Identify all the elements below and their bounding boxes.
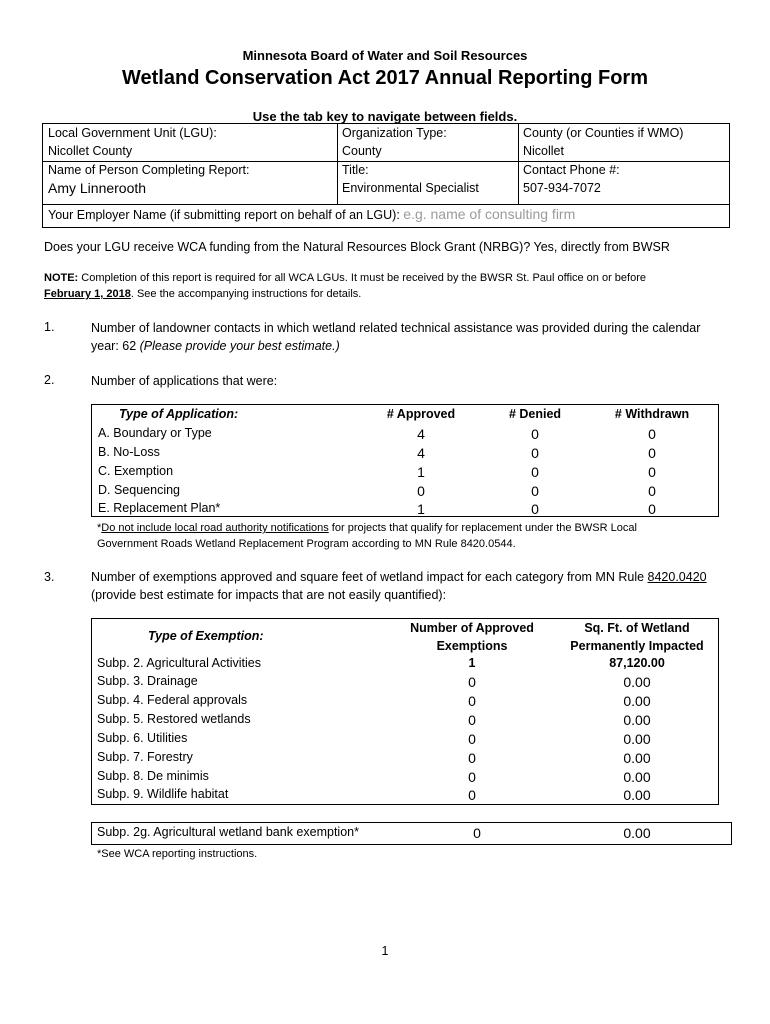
sqft-field[interactable]: 0.00: [623, 787, 651, 803]
title-label: Title:: [342, 163, 369, 177]
phone-field[interactable]: 507-934-7072: [523, 181, 601, 195]
withdrawn-field[interactable]: 0: [648, 501, 656, 517]
header-approved: # Approved: [386, 407, 456, 421]
application-type: A. Boundary or Type: [98, 426, 212, 440]
exemption-count-field[interactable]: 0: [468, 787, 476, 803]
lgu-label: Local Government Unit (LGU):: [48, 126, 217, 140]
approved-field[interactable]: 1: [417, 464, 425, 480]
sqft-field[interactable]: 0.00: [623, 712, 651, 728]
table-row: [92, 674, 718, 693]
table-row: [92, 769, 718, 788]
sqft-field[interactable]: 0.00: [623, 750, 651, 766]
header-exemption-type: Type of Exemption:: [148, 629, 264, 643]
denied-field[interactable]: 0: [531, 445, 539, 461]
bank-exemption-count-field[interactable]: 0: [473, 825, 481, 841]
approved-field[interactable]: 0: [417, 483, 425, 499]
road-authority-link[interactable]: Do not include local road authority notifications: [101, 522, 329, 534]
footnote-text-2: Government Roads Wetland Replacement Program according to MN Rule 8420.0544.: [97, 538, 516, 550]
sqft-field[interactable]: 0.00: [623, 693, 651, 709]
footnote-star: *: [97, 522, 102, 534]
question-2-text: Number of applications that were:: [91, 374, 278, 388]
lgu-field[interactable]: Nicollet County: [48, 144, 133, 158]
county-field[interactable]: Nicollet: [523, 144, 564, 158]
note-text: Completion of this report is required for all WCA LGUs. It must be received by the BWSR St. Paul office on or before: [78, 272, 647, 284]
person-name-field[interactable]: Amy Linnerooth: [48, 180, 147, 196]
exemption-count-field[interactable]: 0: [468, 731, 476, 747]
header-sqft-1: Sq. Ft. of Wetland: [584, 621, 690, 635]
tab-navigation-note: Use the tab key to navigate between fields.: [252, 109, 518, 124]
exemption-type: Subp. 2. Agricultural Activities: [97, 656, 261, 670]
withdrawn-field[interactable]: 0: [648, 426, 656, 442]
applications-footnote: [97, 520, 737, 552]
table-row: [92, 712, 718, 731]
exemption-type: Subp. 8. De minimis: [97, 769, 209, 783]
lgu-info-table: [42, 123, 730, 228]
question-1-text: Number of landowner contacts in which wetland related technical assistance was provided during the calendar: [91, 321, 701, 335]
table-row: [92, 787, 718, 806]
sqft-field[interactable]: 87,120.00: [609, 656, 665, 670]
applications-header-row: [92, 407, 718, 426]
table-row: [92, 445, 718, 464]
sqft-field[interactable]: 0.00: [623, 731, 651, 747]
note-text-2: . See the accompanying instructions for details.: [130, 288, 362, 300]
application-type: E. Replacement Plan*: [98, 501, 221, 515]
due-date: February 1, 2018: [44, 288, 131, 300]
title-field[interactable]: Environmental Specialist: [342, 181, 479, 195]
exemption-count-field[interactable]: 0: [468, 750, 476, 766]
note: [44, 270, 744, 302]
note-label: NOTE:: [44, 272, 79, 284]
question-1-number: 1.: [44, 320, 55, 334]
bank-exemption-row: [91, 822, 732, 845]
bank-exemption-label: Subp. 2g. Agricultural wetland bank exemption*: [97, 825, 359, 839]
question-3-text-2: (provide best estimate for impacts that are not easily quantified):: [91, 588, 447, 602]
sqft-field[interactable]: 0.00: [623, 674, 651, 690]
page-number: 1: [381, 944, 389, 958]
exemption-type: Subp. 7. Forestry: [97, 750, 193, 764]
employer-label: Your Employer Name (if submitting report on behalf of an LGU):: [48, 208, 400, 222]
denied-field[interactable]: 0: [531, 464, 539, 480]
application-type: B. No-Loss: [98, 445, 160, 459]
table-row: [92, 693, 718, 712]
header-withdrawn: # Withdrawn: [614, 407, 690, 421]
withdrawn-field[interactable]: 0: [648, 445, 656, 461]
exemption-type: Subp. 3. Drainage: [97, 674, 198, 688]
table-row: [92, 426, 718, 445]
org-type-label: Organization Type:: [342, 126, 447, 140]
header-count-2: Exemptions: [436, 639, 508, 653]
exemption-count-field[interactable]: 0: [468, 674, 476, 690]
table-row: [92, 483, 718, 502]
person-label: Name of Person Completing Report:: [48, 163, 250, 177]
footnote-text: for projects that qualify for replacement under the BWSR Local: [328, 522, 637, 534]
exemption-type: Subp. 9. Wildlife habitat: [97, 787, 229, 801]
page-title: Wetland Conservation Act 2017 Annual Reporting Form: [122, 67, 648, 89]
employer-name-field[interactable]: e.g. name of consulting firm: [403, 206, 576, 222]
approved-field[interactable]: 4: [417, 445, 425, 461]
application-type: D. Sequencing: [98, 483, 181, 497]
question-2-number: 2.: [44, 373, 55, 387]
header-denied: # Denied: [508, 407, 562, 421]
withdrawn-field[interactable]: 0: [648, 464, 656, 480]
exemption-count-field[interactable]: 0: [468, 693, 476, 709]
exemption-count-field[interactable]: 1: [468, 656, 476, 670]
withdrawn-field[interactable]: 0: [648, 483, 656, 499]
county-label: County (or Counties if WMO): [523, 126, 684, 140]
question-3: [91, 568, 741, 604]
org-type-field[interactable]: County: [342, 144, 382, 158]
exemption-type: Subp. 6. Utilities: [97, 731, 188, 745]
funding-question: Does your LGU receive WCA funding from the Natural Resources Block Grant (NRBG)? Yes, directly from BWSR: [44, 240, 670, 254]
org-name: Minnesota Board of Water and Soil Resources: [242, 48, 528, 63]
denied-field[interactable]: 0: [531, 483, 539, 499]
approved-field[interactable]: 4: [417, 426, 425, 442]
application-type: C. Exemption: [98, 464, 174, 478]
sqft-field[interactable]: 0.00: [623, 769, 651, 785]
header-sqft-2: Permanently Impacted: [570, 639, 704, 653]
table-row: [92, 501, 718, 520]
question-1: [91, 319, 741, 355]
table-row: [92, 464, 718, 483]
exemptions-footnote: *See WCA reporting instructions.: [97, 848, 258, 860]
table-row: [92, 656, 718, 675]
estimate-hint: (Please provide your best estimate.): [139, 339, 340, 353]
question-3-number: 3.: [44, 570, 55, 584]
bank-exemption-sqft-field[interactable]: 0.00: [623, 825, 651, 841]
phone-label: Contact Phone #:: [523, 163, 620, 177]
question-3-text: Number of exemptions approved and square feet of wetland impact for each category from MN Rule: [91, 570, 648, 584]
exemptions-table: [91, 618, 719, 805]
table-row: [92, 750, 718, 769]
exemption-count-field[interactable]: 0: [468, 769, 476, 785]
applications-table: [91, 404, 719, 517]
denied-field[interactable]: 0: [531, 501, 539, 517]
header-count-1: Number of Approved: [410, 621, 534, 635]
exemption-type: Subp. 5. Restored wetlands: [97, 712, 251, 726]
header-type: Type of Application:: [119, 407, 239, 421]
approved-field[interactable]: 1: [417, 501, 425, 517]
table-row: [92, 731, 718, 750]
contacts-count-field[interactable]: year: 62: [91, 339, 140, 353]
denied-field[interactable]: 0: [531, 426, 539, 442]
rule-link[interactable]: 8420.0420: [647, 570, 707, 584]
exemption-type: Subp. 4. Federal approvals: [97, 693, 248, 707]
exemption-count-field[interactable]: 0: [468, 712, 476, 728]
